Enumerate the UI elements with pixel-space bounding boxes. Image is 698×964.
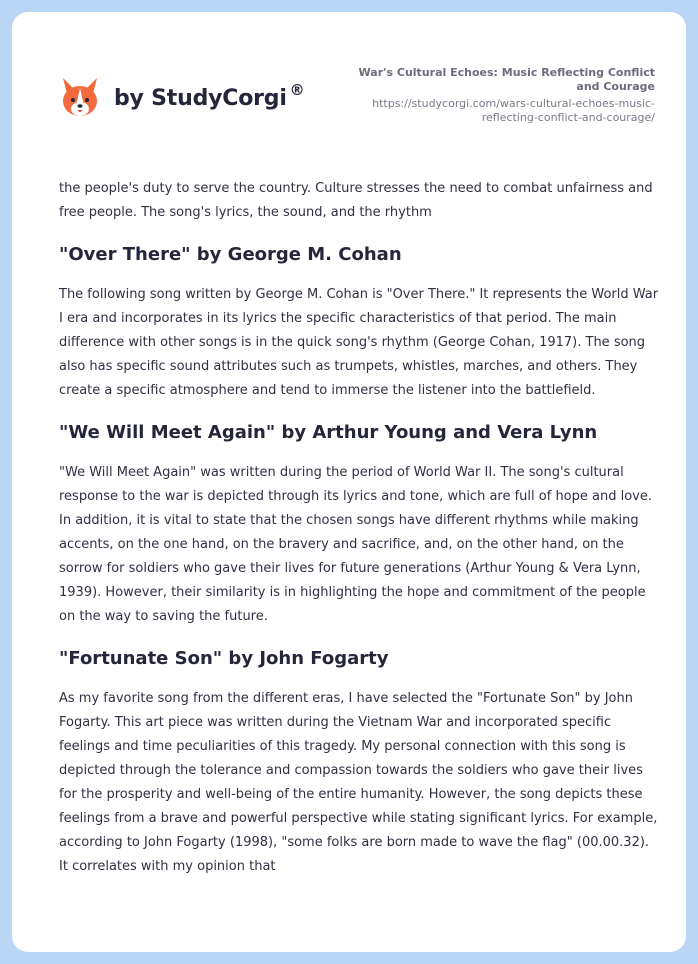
- studycorgi-logo[interactable]: [60, 76, 304, 120]
- intro-paragraph: the people's duty to serve the country. Culture stresses the need to combat unfairness and free people. The song's lyrics, the sound, and the rhythm: [59, 181, 653, 220]
- section-heading-over-there: "Over There" by George M. Cohan: [59, 244, 402, 265]
- brand-name: by StudyCorgi ®: [114, 80, 305, 111]
- document-title: War's Cultural Echoes: Music Reflecting Conflict and Courage: [358, 66, 655, 93]
- page-header: [12, 12, 686, 162]
- document-body: [59, 177, 659, 879]
- section-paragraph-over-there: The following song written by George M. Cohan is "Over There." It represents the World War I era and incorporates in its lyrics the specific characteristics of that period. The main difference with other songs is in the quick song's rhythm (George Cohan, 1917). The song also has specific sound attributes such as trumpets, whistles, marches, and others. They create a specific atmosphere and tend to immerse the listener into the battlefield.: [59, 287, 659, 398]
- registered-mark: ®: [289, 80, 305, 99]
- section-heading-fortunate-son: "Fortunate Son" by John Fogarty: [59, 648, 389, 669]
- corgi-logo-icon: [60, 76, 100, 120]
- section-paragraph-fortunate-son: As my favorite song from the different eras, I have selected the "Fortunate Son" by John Fogarty. This art piece was written during the Vietnam War and incorporated specific feelings and time peculiarities of this tragedy. My personal connection with this song is depicted through the tolerance and compassion towards the soldiers who gave their lives for the prosperity and well-being of the entire humanity. However, the song depicts these feelings from a brave and powerful perspective while stating significant lyrics. For example, according to John Fogarty (1998), "some folks are born made to wave the flag" (00.00.32). It correlates with my opinion that: [59, 691, 658, 874]
- document-url[interactable]: https://studycorgi.com/wars-cultural-echoes-music-reflecting-conflict-and-courage/: [372, 97, 655, 124]
- section-paragraph-we-will-meet-again: "We Will Meet Again" was written during the period of World War II. The song's cultural response to the war is depicted through its lyrics and tone, which are full of hope and love. In addition, it is vital to state that the chosen songs have different rhythms while making accents, on the one hand, on the bravery and sacrifice, and, on the other hand, on the sorrow for soldiers who gave their lives for future generations (Arthur Young & Vera Lynn, 1939). However, their similarity is in highlighting the hope and commitment of the people on the way to saving the future.: [59, 465, 652, 624]
- document-meta: [335, 66, 655, 125]
- section-heading-we-will-meet-again: "We Will Meet Again" by Arthur Young and Vera Lynn: [59, 422, 598, 443]
- document-page: [12, 12, 686, 952]
